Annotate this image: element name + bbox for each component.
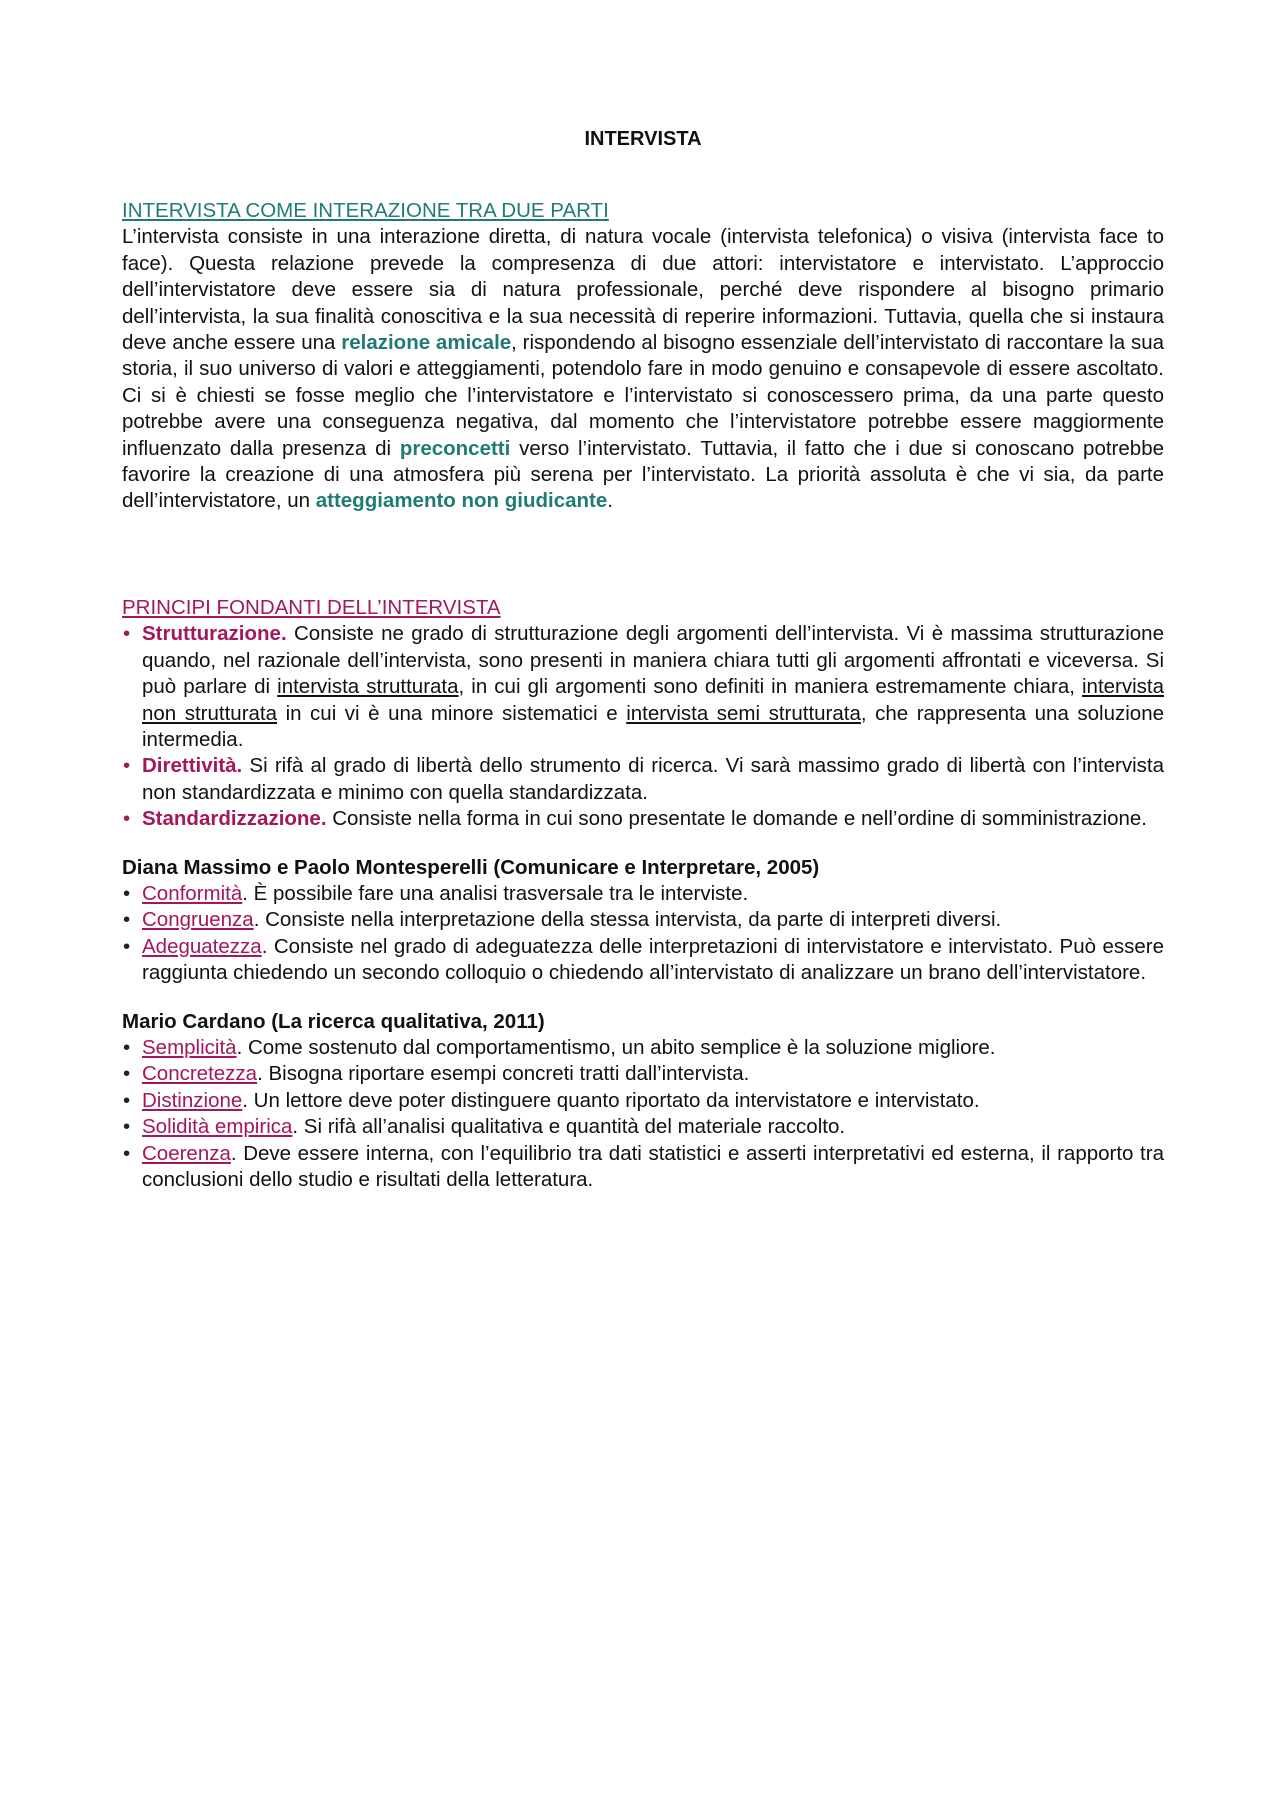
term-intervista-non-strutturata: intervista non strutturata xyxy=(142,675,1165,725)
term-link-congruenza[interactable]: Congruenza xyxy=(142,908,254,932)
list-item xyxy=(122,907,1164,933)
list-item xyxy=(122,1141,1164,1194)
section-heading-montesperelli: Diana Massimo e Paolo Montesperelli (Comunicare e Interpretare, 2005) xyxy=(122,855,820,879)
text-run: . Un lettore deve poter distinguere quanto riportato da intervistatore e intervistato. xyxy=(242,1088,980,1112)
bullet-icon: • xyxy=(123,1141,131,1165)
section-heading-interaction: INTERVISTA COME INTERAZIONE TRA DUE PARTI xyxy=(122,199,609,222)
principles-list xyxy=(122,621,1164,832)
term-direttivita: Direttività. xyxy=(142,754,243,778)
bullet-icon: • xyxy=(123,1115,131,1139)
text-run: . Bisogna riportare esempi concreti tratti dall’intervista. xyxy=(257,1062,750,1086)
bullet-icon: • xyxy=(123,934,131,958)
section-montesperelli xyxy=(122,855,1164,987)
text-run: L’intervista consiste in una interazione diretta, di natura vocale (intervista telefonica) o visiva (intervista face to face). Questa relazione prevede la compresenza di due attori: intervistatore e intervistato. L’approccio dell’intervistatore deve essere sia di natura professionale, perché deve rispondere al bisogno primario dell’intervista, la sua finalità conoscitiva e la sua necessità di reperire informazioni. Tuttavia, quella che si instaura deve anche essere una xyxy=(122,225,1164,355)
term-link-solidita-empirica[interactable]: Solidità empirica xyxy=(142,1115,293,1139)
section-cardano xyxy=(122,1009,1164,1194)
bullet-icon: • xyxy=(123,1062,131,1086)
bullet-icon: • xyxy=(123,1088,131,1112)
term-intervista-strutturata: intervista strutturata xyxy=(277,675,459,699)
text-run: . È possibile fare una analisi trasversale tra le interviste. xyxy=(242,881,749,905)
text-run: . Consiste nella interpretazione della stessa intervista, da parte di interpreti diversi. xyxy=(253,908,1002,932)
section-heading-principles: PRINCIPI FONDANTI DELL’INTERVISTA xyxy=(122,595,501,619)
list-item xyxy=(122,621,1164,753)
section-heading-cardano: Mario Cardano (La ricerca qualitativa, 2011) xyxy=(122,1009,545,1033)
text-run: . Deve essere interna, con l’equilibrio tra dati statistici e asserti interpretativi ed esterna, il rapporto tra conclusioni dello studio e risultati della letteratura. xyxy=(142,1141,1164,1191)
term-standardizzazione: Standardizzazione. xyxy=(142,807,327,831)
text-run: , che rappresenta una soluzione intermedia. xyxy=(142,701,1164,751)
bullet-icon: • xyxy=(123,908,131,932)
section-paragraph-interaction xyxy=(122,224,1164,514)
term-strutturazione: Strutturazione. xyxy=(142,622,287,646)
highlight-preconcetti: preconcetti xyxy=(399,436,511,460)
text-run: . Come sostenuto dal comportamentismo, un abito semplice è la soluzione migliore. xyxy=(236,1035,996,1059)
bullet-icon: • xyxy=(123,1035,131,1059)
list-item xyxy=(122,1061,1164,1087)
list-item xyxy=(122,753,1164,806)
text-run: Consiste ne grado di strutturazione degli argomenti dell’intervista. Vi è massima strutturazione quando, nel razionale dell’intervista, sono presenti in maniera chiara tutti gli argomenti affrontati e viceversa. Si può parlare di xyxy=(142,622,1164,699)
term-link-coerenza[interactable]: Coerenza xyxy=(142,1141,231,1165)
term-intervista-semi-strutturata: intervista semi strutturata xyxy=(626,701,861,725)
page-title: INTERVISTA xyxy=(584,128,702,150)
montesperelli-list xyxy=(122,881,1164,987)
term-link-conformita[interactable]: Conformità xyxy=(142,881,243,905)
section-principles xyxy=(122,595,1164,833)
text-run: Consiste nella forma in cui sono presentate le domande e nell’ordine di somministrazione. xyxy=(326,807,1147,831)
text-run: , in cui gli argomenti sono definiti in maniera estremamente chiara, xyxy=(458,675,1082,699)
list-item xyxy=(122,1114,1164,1140)
text-run: . Consiste nel grado di adeguatezza delle interpretazioni di intervistatore e intervistato. Può essere raggiunta chiedendo un secondo colloquio o chiedendo all’intervistato di analizzare un brano dell’intervistatore. xyxy=(142,934,1164,985)
text-run: . Si rifà all’analisi qualitativa e quantità del materiale raccolto. xyxy=(292,1115,846,1139)
text-run: . xyxy=(607,489,613,513)
bullet-icon: • xyxy=(123,807,131,831)
highlight-relazione-amicale: relazione amicale xyxy=(341,331,512,355)
text-run: in cui vi è una minore sistematici e xyxy=(277,701,627,725)
list-item xyxy=(122,934,1164,987)
list-item xyxy=(122,1035,1164,1061)
bullet-icon: • xyxy=(123,754,131,778)
text-run: Si rifà al grado di libertà dello strumento di ricerca. Vi sarà massimo grado di libertà con l’intervista non standardizzata e minimo con quella standardizzata. xyxy=(142,754,1164,804)
list-item xyxy=(122,881,1164,907)
highlight-atteggiamento: atteggiamento non giudicante xyxy=(315,489,608,513)
list-item xyxy=(122,806,1164,832)
text-run: verso l’intervistato. Tuttavia, il fatto che i due si conoscano potrebbe favorire la creazione di una atmosfera più serena per l’intervistato. La priorità assoluta è che vi sia, da parte dell’intervistatore, un xyxy=(122,436,1164,513)
bullet-icon: • xyxy=(123,622,131,646)
text-run: , rispondendo al bisogno essenziale dell’intervistato di raccontare la sua storia, il suo universo di valori e atteggiamenti, potendolo fare in modo genuino e consapevole di essere ascoltato. Ci si è chiesti se fosse meglio che l’intervistatore e l’intervistato si conoscessero prima, da una parte questo potrebbe avere una conseguenza negativa, dal momento che l’intervistatore potrebbe essere maggiormente influenzato dalla presenza di xyxy=(122,331,1164,460)
term-link-concretezza[interactable]: Concretezza xyxy=(142,1062,258,1086)
bullet-icon: • xyxy=(123,881,131,905)
term-link-semplicita[interactable]: Semplicità xyxy=(142,1035,237,1059)
list-item xyxy=(122,1088,1164,1114)
term-link-adeguatezza[interactable]: Adeguatezza xyxy=(142,934,262,958)
term-link-distinzione[interactable]: Distinzione xyxy=(142,1088,243,1112)
cardano-list xyxy=(122,1035,1164,1193)
section-interaction xyxy=(122,198,1164,515)
